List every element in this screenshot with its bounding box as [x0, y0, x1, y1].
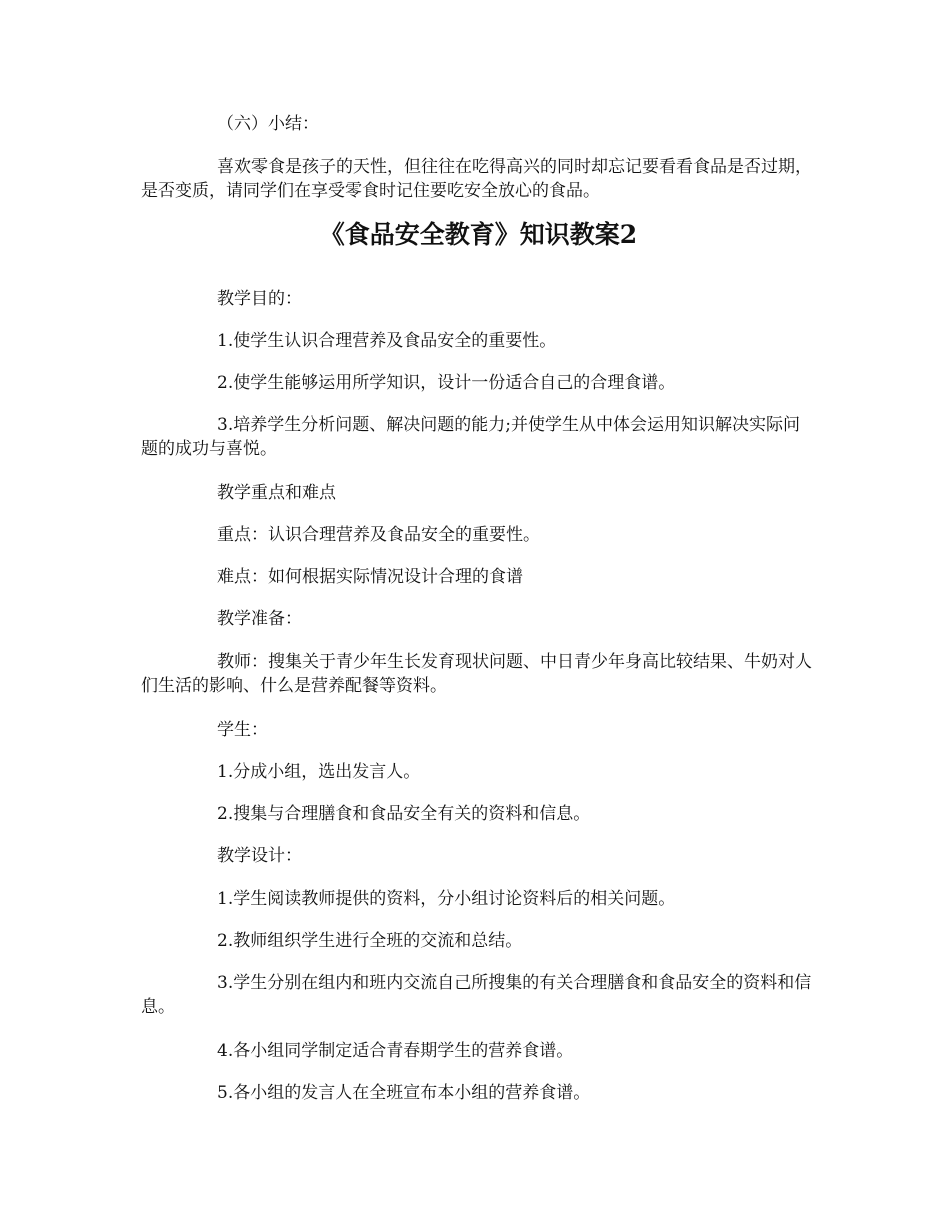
design-heading: 教学设计： — [217, 846, 302, 866]
student-item-1: 1.分成小组，选出发言人。 — [217, 762, 421, 782]
keypoint-difficulty: 难点：如何根据实际情况设计合理的食谱 — [217, 567, 523, 587]
preparation-heading: 教学准备： — [217, 609, 302, 629]
preparation-student-heading: 学生： — [217, 720, 268, 740]
objectives-heading: 教学目的： — [217, 289, 302, 309]
summary-paragraph: 喜欢零食是孩子的天性，但往往在吃得高兴的同时却忘记要看看食品是否过期，是否变质，请同学们在享受零食时记住要吃安全放心的食品。 — [141, 157, 812, 201]
design-item-1: 1.学生阅读教师提供的资料，分小组讨论资料后的相关问题。 — [217, 889, 676, 909]
design-item-5: 5.各小组的发言人在全班宣布本小组的营养食谱。 — [217, 1083, 591, 1103]
keypoint-key: 重点：认识合理营养及食品安全的重要性。 — [217, 525, 540, 545]
summary-heading: （六）小结： — [217, 114, 319, 134]
keypoints-heading: 教学重点和难点 — [217, 483, 336, 503]
document-title: 《食品安全教育》知识教案2 — [319, 220, 638, 249]
design-item-2: 2.教师组织学生进行全班的交流和总结。 — [217, 931, 523, 951]
design-item-4: 4.各小组同学制定适合青春期学生的营养食谱。 — [217, 1041, 574, 1061]
objective-item-2: 2.使学生能够运用所学知识，设计一份适合自己的合理食谱。 — [217, 373, 676, 393]
preparation-teacher: 教师：搜集关于青少年生长发育现状问题、中日青少年身高比较结果、牛奶对人们生活的影响、什么是营养配餐等资料。 — [141, 652, 812, 696]
design-item-3: 3.学生分别在组内和班内交流自己所搜集的有关合理膳食和食品安全的资料和信息。 — [141, 973, 812, 1017]
objective-item-1: 1.使学生认识合理营养及食品安全的重要性。 — [217, 331, 557, 351]
student-item-2: 2.搜集与合理膳食和食品安全有关的资料和信息。 — [217, 804, 591, 824]
objective-item-3: 3.培养学生分析问题、解决问题的能力;并使学生从中体会运用知识解决实际问题的成功与喜悦。 — [141, 415, 800, 459]
